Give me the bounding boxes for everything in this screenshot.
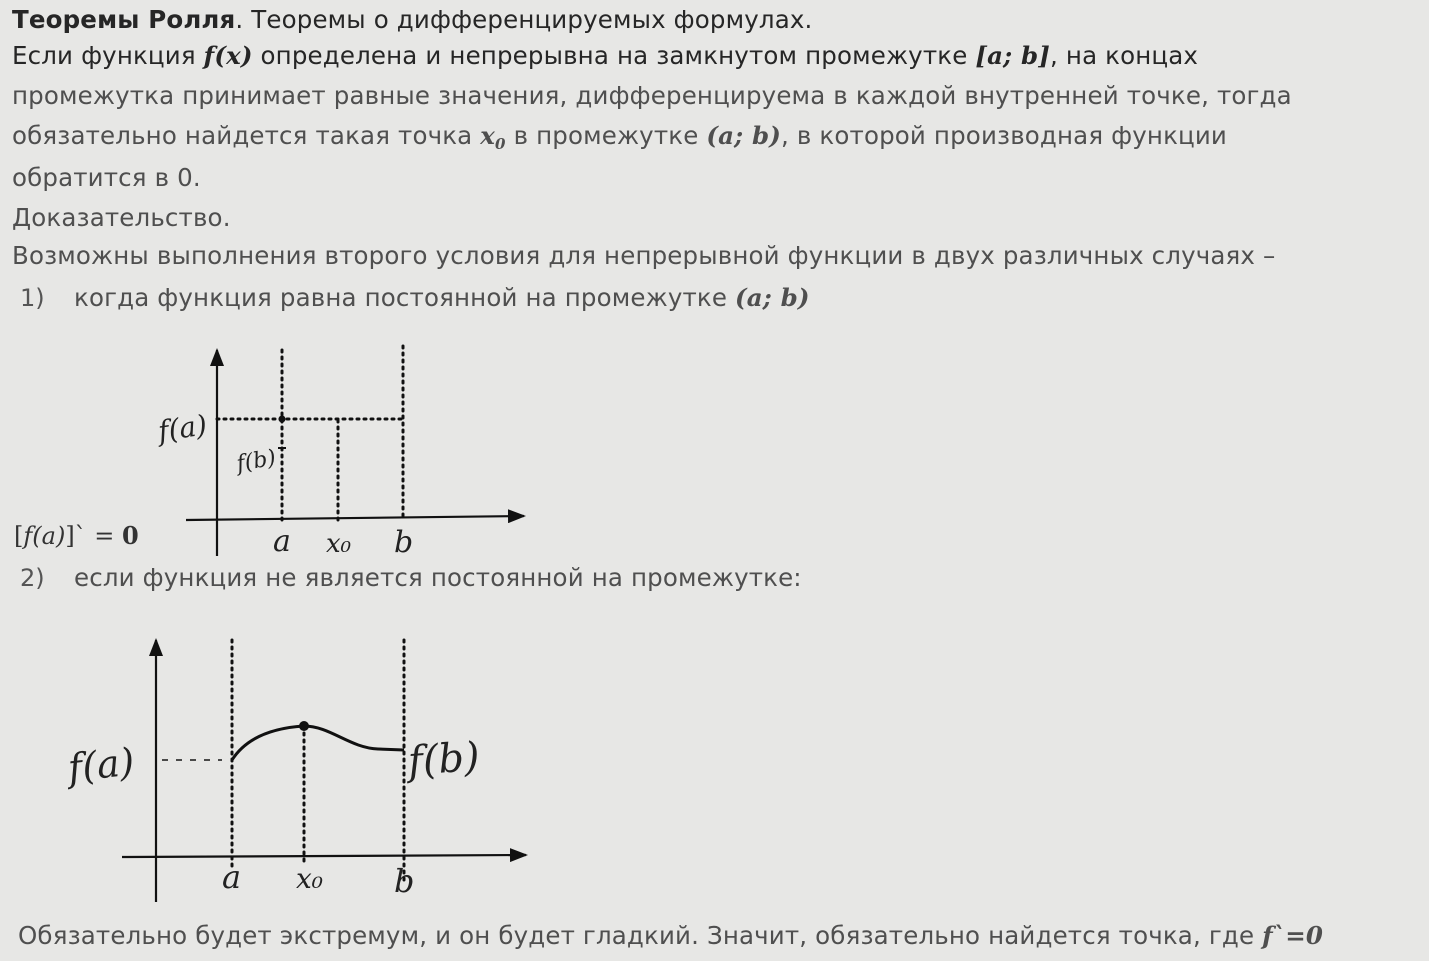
statement-text: , на концах bbox=[1050, 41, 1199, 70]
statement-line-2 bbox=[12, 81, 1292, 110]
label-fa: f(a) bbox=[155, 408, 210, 448]
conclusion-line bbox=[18, 921, 1324, 950]
statement-line-3 bbox=[12, 121, 1228, 153]
case-2-text: если функция не является постоянной на промежутке: bbox=[74, 563, 802, 592]
x-symbol: x bbox=[480, 121, 496, 150]
case-1-number: 1) bbox=[20, 284, 45, 312]
function-notation: f(x) bbox=[203, 41, 253, 70]
case-2-line bbox=[74, 563, 802, 592]
theorem-title bbox=[12, 5, 813, 34]
extremum-point bbox=[299, 721, 309, 731]
graph-nonconstant-function bbox=[60, 630, 540, 910]
formula-bracket: [ bbox=[14, 522, 24, 550]
case-1-line bbox=[74, 283, 810, 312]
x-axis bbox=[186, 516, 524, 520]
statement-text: в промежутке bbox=[505, 121, 707, 150]
statement-line-1 bbox=[12, 41, 1199, 70]
x-axis bbox=[122, 855, 526, 857]
proof-title-text: Доказательство. bbox=[12, 203, 231, 232]
formula-derivative: ]` = bbox=[65, 522, 123, 550]
tick-label-x0: x₀ bbox=[326, 529, 352, 559]
statement-text: Если функция bbox=[12, 41, 204, 70]
formula-argument: (a) bbox=[32, 522, 66, 550]
theorem-title-bold: Теоремы Ролля bbox=[12, 5, 236, 34]
function-curve bbox=[232, 726, 404, 760]
tick-label-x0: x₀ bbox=[296, 862, 324, 895]
formula-function: f bbox=[23, 522, 33, 550]
statement-text: обратится в 0. bbox=[12, 163, 201, 192]
statement-line-4 bbox=[12, 163, 201, 192]
tick-label-a: a bbox=[273, 524, 291, 559]
label-fb: f(b) bbox=[406, 733, 482, 785]
tick-label-b: b bbox=[394, 525, 414, 560]
label-fb: f(b) bbox=[234, 445, 278, 478]
point-a-value bbox=[279, 416, 286, 423]
case-1-text: когда функция равна постоянной на промежутке bbox=[74, 283, 736, 312]
proof-title bbox=[12, 203, 231, 232]
statement-text: обязательно найдется такая точка bbox=[12, 121, 481, 150]
formula-zero: 0 bbox=[122, 521, 139, 550]
point-x0 bbox=[480, 121, 506, 153]
x-subscript: 0 bbox=[495, 135, 506, 153]
conclusion-formula: f`=0 bbox=[1262, 921, 1324, 950]
theorem-title-rest: . Теоремы о дифференцируемых формулах. bbox=[235, 5, 813, 34]
case-1-interval: (a; b) bbox=[735, 283, 810, 312]
proof-intro bbox=[12, 241, 1276, 270]
closed-interval: [a; b] bbox=[975, 41, 1051, 70]
open-interval: (a; b) bbox=[706, 121, 782, 150]
statement-text: определена и непрерывна на замкнутом промежутке bbox=[252, 41, 976, 70]
statement-text: промежутка принимает равные значения, дифференцируема в каждой внутренней точке, тогда bbox=[12, 81, 1292, 110]
graph-constant-function bbox=[150, 338, 540, 563]
label-fa: f(a) bbox=[65, 739, 137, 791]
tick-label-b: b bbox=[394, 862, 415, 900]
conclusion-text: Обязательно будет экстремум, и он будет гладкий. Значит, обязательно найдется точка, где bbox=[18, 921, 1263, 950]
derivative-formula bbox=[14, 521, 139, 550]
tick-label-a: a bbox=[222, 858, 242, 896]
case-2-number: 2) bbox=[20, 564, 45, 592]
statement-text: , в которой производная функции bbox=[781, 121, 1228, 150]
proof-intro-text: Возможны выполнения второго условия для непрерывной функции в двух различных случаях – bbox=[12, 241, 1276, 270]
